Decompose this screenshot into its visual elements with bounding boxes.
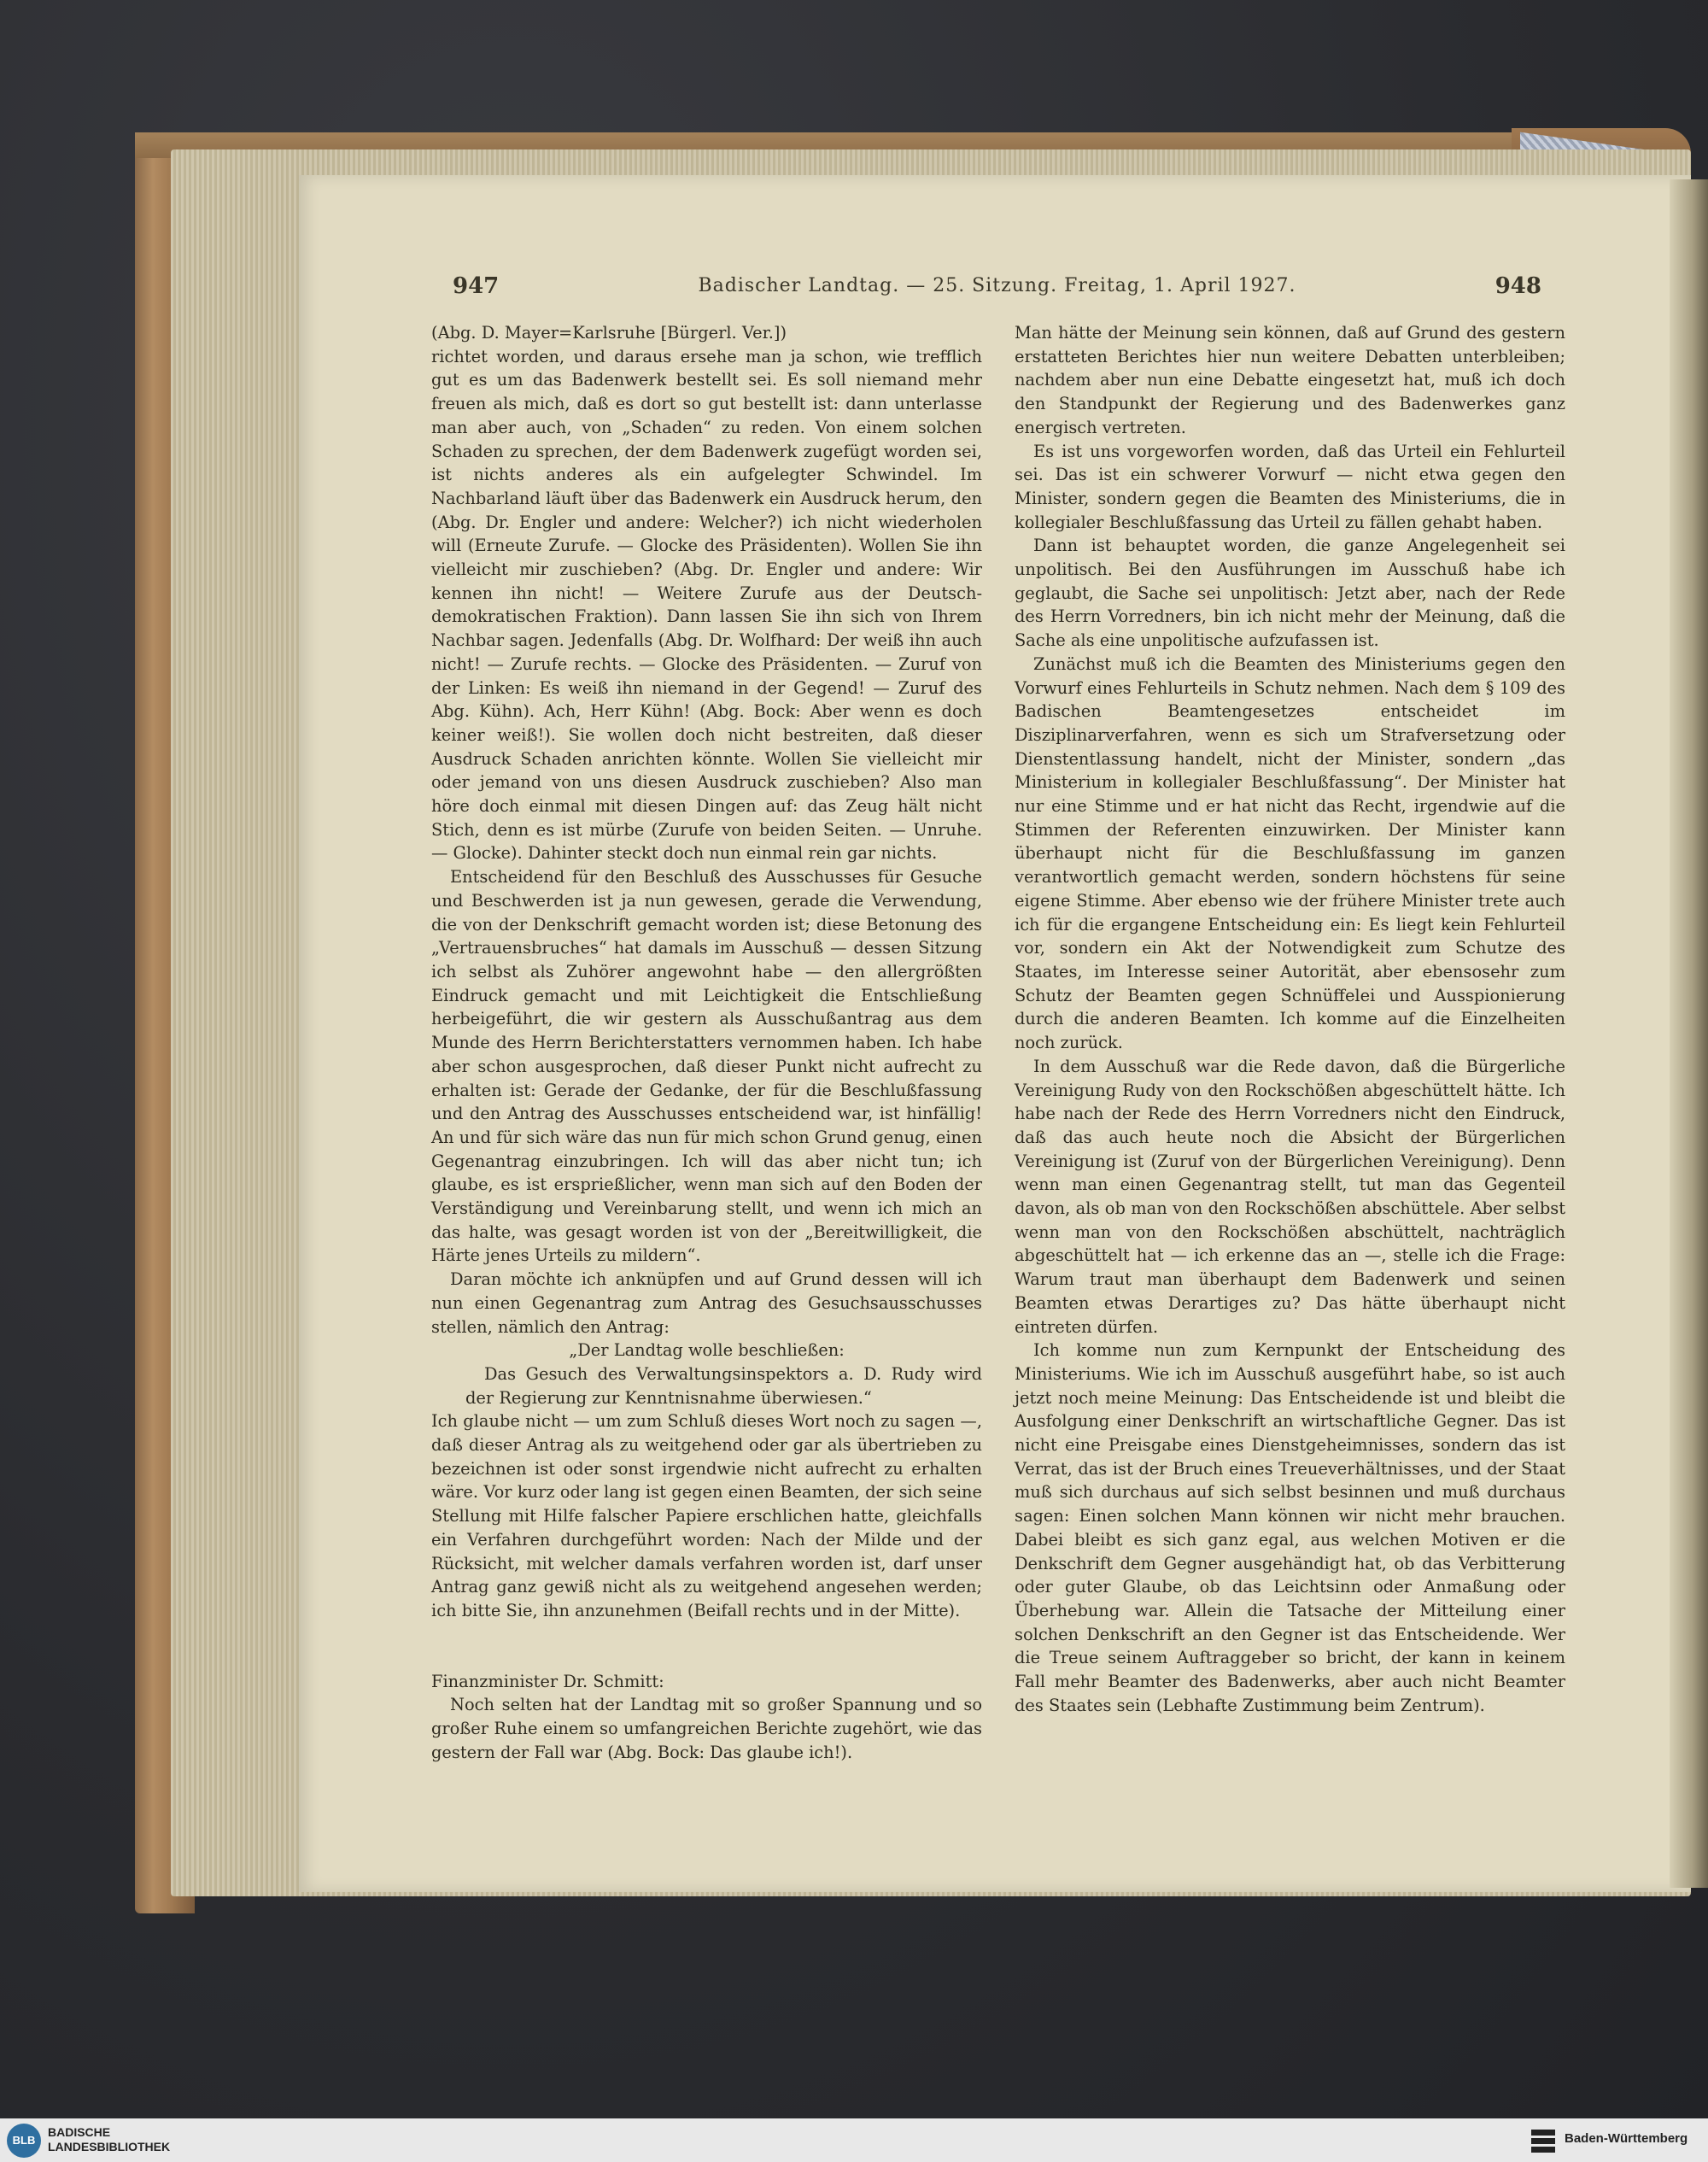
paragraph: Es ist uns vorgeworfen worden, daß das Urteil ein Fehlurteil sei. Das ist ein schwerer Vorwurf — nicht etwa gegen den Minister, sondern gegen die Beamten des Ministeriums, die in kollegialer Beschlußfassung das Urteil zu fällen gehabt haben. (1015, 441, 1565, 532)
running-head-title: Badischer Landtag. — 25. Sitzung. Freitag, 1. April 1927. (698, 275, 1296, 296)
paragraph: Noch selten hat der Landtag mit so großer Spannung und so großer Ruhe einem so umfangreichen Berichte zugehört, wie das gestern der Fall war (Abg. Bock: Das glaube ich!). (431, 1695, 982, 1762)
paragraph: Ich komme nun zum Kernpunkt der Entscheidung des Ministeriums. Wie ich im Ausschuß ausgeführt habe, so ist auch jetzt noch meine Meinung: Das Entscheidende ist und bleibt die Ausfolgung einer Denkschrift an wirtschaftliche Gegner. Das ist nicht eine Preisgabe eines Dienstgeheimnisses, sondern das ist Verrat, das ist der Bruch eines Treueverhältnisses, und der Staat muß sich durchaus auf sich selbst besinnen und muß durchaus sagen: Einen solchen Mann können wir nicht mehr brauchen. Dabei bleibt es sich ganz egal, aus welchen Motiven er die Denkschrift dem Gegner ausgehändigt hat, ob das Verbitterung oder guter Glaube, ob das Leichtsinn oder Anmaßung oder Überhebung war. Allein die Tatsache der Mitteilung einer solchen Denkschrift an den Gegner ist das Entscheidende. Wer die Treue seinem Auftraggeber so bricht, der kann in keinem Fall mehr Beamter des Badenwerks, aber auch nicht Beamter des Staates sein (Lebhafte Zustimmung beim Zentrum). (1015, 1340, 1565, 1715)
paragraph: „Der Landtag wolle beschließen: (569, 1340, 845, 1361)
paragraph: In dem Ausschuß war die Rede davon, daß die Bürgerliche Vereinigung Rudy von den Rockschößen abgeschüttelt hätte. Ich habe nach der Rede des Herrn Vorredners nicht den Eindruck, daß das auch heute noch die Absicht der Bürgerlichen Vereinigung ist (Zuruf von der Bürgerlichen Vereinigung). Denn wenn man einen Gegenantrag stellt, tut man das Gegenteil davon, als ob man von den Rockschößen abschüttele. Aber selbst wenn man von den Rockschößen abschüttelt, nachträglich abgeschüttelt hat — ich erkenne das an —, stelle ich die Frage: Warum traut man überhaupt dem Badenwerk und seinen Beamten etwas Derartiges zu? Das hätte überhaupt nicht eintreten dürfen. (1015, 1056, 1565, 1337)
library-name[interactable] (48, 2125, 170, 2154)
paragraph: Das Gesuch des Verwaltungsinspektors a. D. Rudy wird der Regierung zur Kenntnisnahme überwiesen.“ (465, 1363, 982, 1408)
library-name-line2: LANDESBIBLIOTHEK (48, 2140, 171, 2153)
footer-bar (0, 2118, 1708, 2162)
blb-logo-icon[interactable]: BLB (7, 2124, 41, 2158)
speaker-heading: Finanzminister Dr. Schmitt: (431, 1671, 664, 1691)
paragraph-spacer (431, 1623, 982, 1670)
page-gutter (1670, 179, 1708, 1888)
state-name[interactable]: Baden-Württemberg (1565, 2131, 1688, 2146)
text-column-right (1015, 321, 1565, 1717)
paragraph: Zunächst muß ich die Beamten des Ministeriums gegen den Vorwurf eines Fehlurteils in Schutz nehmen. Nach dem § 109 des Badischen Beamtengesetzes entscheidet im Disziplinarverfahren, wenn es sich um Strafversetzung oder Dienstentlassung handelt, nicht der Minister, sondern „das Ministerium in kollegialer Beschlußfassung“. Der Minister hat nur eine Stimme und er hat nicht das Recht, irgendwie auf die Stimmen der Referenten einzuwirken. Der Minister kann überhaupt nicht für die Beschlußfassung im ganzen verantwortlich gemacht werden, sondern höchstens für seine eigene Stimme. Aber ebenso wie der frühere Minister trete auch ich für die ergangene Entscheidung ein: Es liegt kein Fehlurteil vor, sondern ein Akt der Notwendigkeit zum Schutze des Staates, im Interesse seiner Autorität, aber ebensosehr zum Schutz der Beamten gegen Schnüffelei und Ausspionierung durch die anderen Beamten. Ich komme auf die Einzelheiten noch zurück. (1015, 653, 1565, 1053)
paragraph: (Abg. D. Mayer=Karlsruhe [Bürgerl. Ver.]) (431, 323, 787, 343)
page-number-left: 947 (453, 273, 500, 299)
paragraph: richtet worden, und daraus ersehe man ja schon, wie trefflich gut es um das Badenwerk bestellt sei. Es soll niemand mehr freuen als mich, daß es dort so gut bestellt ist: dann unterlasse man aber auch, von „Schaden“ zu reden. Von einem solchen Schaden zu sprechen, der dem Badenwerk zugefügt worden sei, ist nichts anderes als ein aufgelegter Schwindel. Im Nachbarland läuft über das Badenwerk ein Ausdruck herum, den (Abg. Dr. Engler und andere: Welcher?) ich nicht wiederholen will (Erneute Zurufe. — Glocke des Präsidenten). Wollen Sie ihn vielleicht mir zuschieben? (Abg. Dr. Engler und andere: Wir kennen ihn nicht! — Weitere Zurufe aus der Deutsch-demokratischen Fraktion). Dann lassen Sie ihn sich von Ihrem Nachbar sagen. Jedenfalls (Abg. Dr. Wolfhard: Der weiß ihn auch nicht! — Zurufe rechts. — Glocke des Präsidenten. — Zuruf von der Linken: Es weiß ihn niemand in der Gegend! — Zuruf des Abg. Kühn). Ach, Herr Kühn! (Abg. Bock: Aber wenn es doch keiner weiß!). Sie wollen doch nicht bestreiten, daß dieser Ausdruck Schaden anrichten könnte. Wollen Sie vielleicht mir oder jemand von uns diesen Ausdruck zuschieben? Also man höre doch einmal mit diesen Dingen auf: das Zeug hält nicht Stich, denn es ist mürbe (Zurufe von beiden Seiten. — Unruhe. — Glocke). Dahinter steckt doch nun einmal rein gar nichts. (431, 346, 982, 864)
text-column-left (431, 321, 982, 1764)
running-head (453, 273, 1541, 308)
library-name-line1: BADISCHE (48, 2125, 111, 2139)
paragraph: Ich glaube nicht — um zum Schluß dieses Wort noch zu sagen —, daß dieser Antrag als zu weitgehend oder gar als übertrieben zu bezeichnen ist oder sonst irgendwie nicht aufrecht zu erhalten wäre. Vor kurz oder lang ist gegen einen Beamten, der sich seine Stellung mit Hilfe falscher Papiere erschlichen hatte, gleichfalls ein Verfahren durchgeführt worden: Nach der Milde und der Rücksicht, mit welcher damals verfahren worden ist, darf unser Antrag ganz gewiß nicht als zu weitgehend angesehen werden; ich bitte Sie, ihn anzunehmen (Beifall rechts und in der Mitte). (431, 1411, 982, 1620)
paragraph: Dann ist behauptet worden, die ganze Angelegenheit sei unpolitisch. Bei den Ausführungen im Ausschuß habe ich geglaubt, die Sache sei unpolitisch: Jetzt aber, nach der Rede des Herrn Vorredners, bin ich nicht mehr der Meinung, daß die Sache als eine unpolitische aufzufassen ist. (1015, 536, 1565, 651)
paragraph: Daran möchte ich anknüpfen und auf Grund dessen will ich nun einen Gegenantrag zum Antrag des Gesuchsausschusses stellen, nämlich den Antrag: (431, 1269, 982, 1337)
baden-wuerttemberg-lions-icon (1529, 2127, 1558, 2154)
page-number-right: 948 (1494, 273, 1541, 299)
paragraph: Man hätte der Meinung sein können, daß auf Grund des gestern erstatteten Berichtes hier nun weitere Debatten unterbleiben; nachdem aber nun eine Debatte eingesetzt hat, muß ich doch den Standpunkt der Regierung und des Badenwerkes ganz energisch vertreten. (1015, 323, 1565, 437)
paragraph: Entscheidend für den Beschluß des Ausschusses für Gesuche und Beschwerden ist ja nun gewesen, gerade die Verwendung, die von der Denkschrift gemacht worden ist; diese Betonung des „Vertrauensbruches“ hat damals im Ausschuß — dessen Sitzung ich selbst als Zuhörer angewohnt habe — den allergrößten Eindruck gemacht und mit Leichtigkeit die Entschließung herbeigeführt, die wir gestern als Ausschußantrag aus dem Munde des Herrn Berichterstatters vernommen haben. Ich habe aber schon ausgesprochen, daß dieser Punkt nicht aufrecht zu erhalten ist: Gerade der Gedanke, der für die Beschlußfassung und den Antrag des Ausschusses entscheidend war, ist hinfällig! An und für sich wäre das nun für mich schon Grund genug, einen Gegenantrag einzubringen. Ich will das aber nicht tun; ich glaube, es ist ersprießlicher, wenn man sich auf den Boden der Verständigung und Vereinbarung stellt, und wenn ich mich an das halte, was gesagt worden ist von der „Bereitwilligkeit, die Härte jenes Urteils zu mildern“. (431, 867, 982, 1266)
